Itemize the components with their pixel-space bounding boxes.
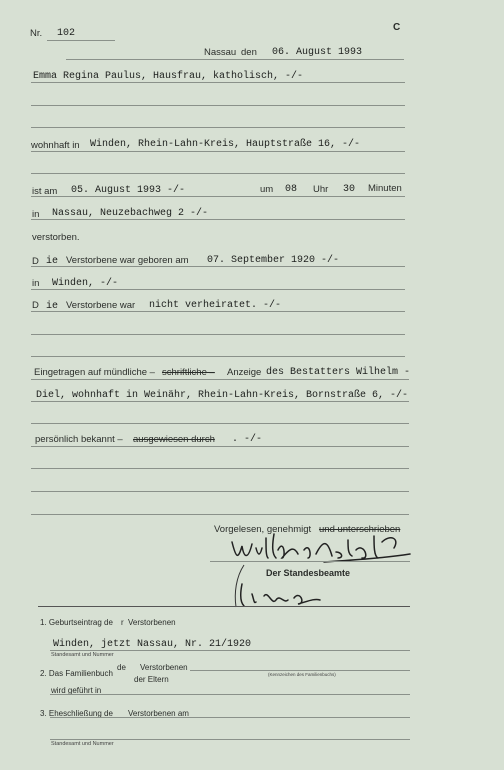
death-place-value: Nassau, Neuzebachweg 2 -/- — [52, 208, 209, 219]
birth-date-value: 07. September 1920 -/- — [207, 255, 340, 266]
known-label: persönlich bekannt – — [35, 434, 123, 445]
person-name-line: Emma Regina Paulus, Hausfrau, katholisch, -/- — [33, 71, 304, 82]
birth-date-line — [31, 266, 405, 267]
residence-line-2 — [31, 173, 405, 174]
footer-item1-line — [50, 650, 410, 651]
footer-item2-label: 2. Das Familienbuch — [40, 669, 113, 678]
marital-label: Verstorbene war — [66, 300, 136, 311]
informant-signature — [224, 528, 414, 568]
registration-label-start: Eingetragen auf mündliche – — [34, 367, 155, 378]
registration-line-2 — [31, 401, 409, 402]
footer-item2-line2: wird geführt in — [51, 686, 102, 695]
death-place-line — [31, 219, 405, 220]
footer-item3-label-end: Verstorbenen am — [128, 709, 189, 718]
footer-item2-line — [190, 670, 410, 671]
registration-label-end: Anzeige — [227, 367, 262, 378]
footer-item2-caption: (Kennzeichen des Familienbuchs) — [268, 672, 336, 677]
known-struck: ausgewiesen durch — [133, 434, 215, 445]
place-label: Nassau — [204, 47, 237, 58]
registrar-label: Der Standesbeamte — [266, 568, 351, 578]
death-hour-value: 08 — [285, 184, 298, 195]
registration-line2-value: Diel, wohnhaft in Weinähr, Rhein-Lahn-Kreis, Bornstraße 6, -/- — [36, 390, 409, 401]
nr-label: Nr. — [30, 28, 43, 39]
footer-item3-line-2 — [50, 739, 410, 740]
marital-line — [31, 311, 405, 312]
informant-signature-line — [210, 561, 410, 562]
header-date-value: 06. August 1993 — [272, 47, 363, 58]
footer-item1-value: Winden, jetzt Nassau, Nr. 21/1920 — [53, 639, 252, 650]
registration-label-struck: schriftliche – — [162, 367, 215, 378]
death-hour-unit: Uhr — [313, 184, 329, 195]
person-line-3 — [31, 127, 405, 128]
registrar-signature — [236, 580, 346, 608]
read-struck: und unterschrieben — [319, 524, 401, 535]
birth-place-value: Winden, -/- — [52, 278, 119, 289]
footer-item3-caption: Standesamt und Nummer — [51, 741, 114, 747]
nr-underline — [47, 40, 115, 41]
residence-value: Winden, Rhein-Lahn-Kreis, Hauptstraße 16, -/- — [90, 139, 361, 150]
footer-item2-verstorbenen: Verstorbenen — [140, 663, 188, 672]
death-minute-value: 30 — [343, 184, 356, 195]
footer-divider — [38, 606, 410, 607]
died-label: verstorben. — [32, 232, 80, 243]
person-line-2 — [31, 105, 405, 106]
marital-line-2 — [31, 334, 405, 335]
footer-item3-line — [50, 717, 410, 718]
known-value: . -/- — [232, 434, 263, 445]
death-minute-unit: Minuten — [368, 183, 402, 194]
footer-item1-label-end: Verstorbenen — [128, 618, 176, 627]
known-line-2 — [31, 468, 409, 469]
death-at-label: um — [260, 184, 274, 195]
footer-item2-de: de — [117, 663, 126, 672]
footer-item2-eltern: der Eltern — [134, 675, 169, 684]
footer-item1-label: 1. Geburtseintrag de — [40, 618, 113, 627]
read-approved-label: Vorgelesen, genehmigt — [214, 524, 312, 535]
footer-item2-line2-underline — [50, 694, 410, 695]
known-line-3 — [31, 491, 409, 492]
registration-line1-value: des Bestatters Wilhelm - — [266, 367, 411, 378]
known-line-4 — [31, 514, 409, 515]
birth-label: Verstorbene war geboren am — [66, 255, 189, 266]
death-date-line — [31, 196, 405, 197]
marital-prefix-fill: ie — [46, 301, 59, 312]
marital-value: nicht verheiratet. -/- — [149, 300, 282, 311]
death-date-label: ist am — [32, 186, 58, 197]
nr-value: 102 — [57, 28, 76, 39]
header-date-line — [66, 59, 404, 60]
registration-line-3 — [31, 423, 409, 424]
corner-letter: C — [393, 22, 401, 33]
death-date-value: 05. August 1993 -/- — [71, 185, 186, 196]
birth-prefix-fill: ie — [46, 256, 59, 267]
death-place-label: in — [32, 209, 40, 220]
footer-item1-caption: Standesamt und Nummer — [51, 652, 114, 658]
birth-place-label: in — [32, 278, 40, 289]
known-line-1 — [31, 446, 409, 447]
residence-line — [31, 151, 405, 152]
birth-prefix: D — [32, 256, 39, 267]
marital-line-3 — [31, 356, 405, 357]
marital-prefix: D — [32, 300, 39, 311]
date-prefix: den — [241, 47, 257, 58]
footer-item3-label: 3. Eheschließung de — [40, 709, 113, 718]
residence-label: wohnhaft in — [31, 140, 80, 151]
registration-line-1 — [31, 379, 409, 380]
person-line-1 — [31, 82, 405, 83]
birth-place-line — [31, 289, 405, 290]
footer-item1-fill: r — [121, 618, 124, 627]
